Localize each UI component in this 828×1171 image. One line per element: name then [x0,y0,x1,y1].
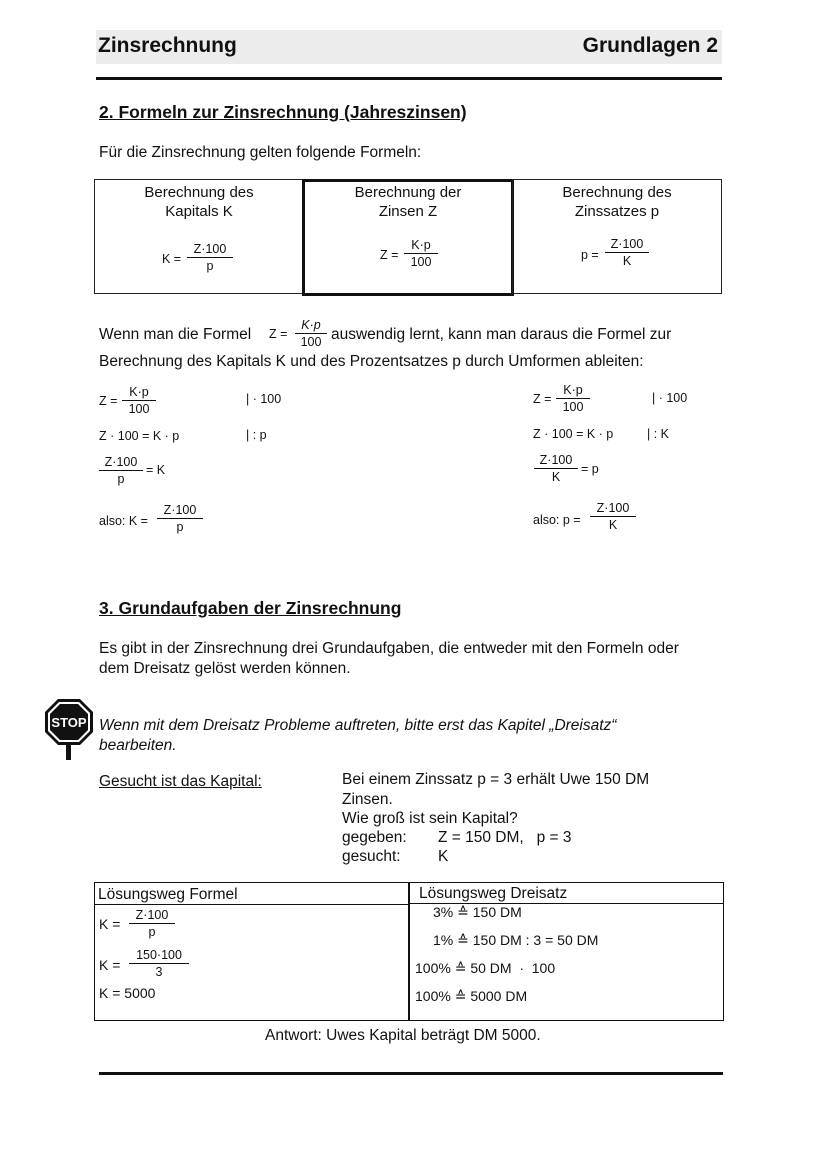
left-step1-lhs: Z = [99,394,118,408]
right-row2: 1% ≙ 150 DM : 3 = 50 DM [433,932,599,948]
right-step1-op: | · 100 [652,391,688,405]
task-line2: Zinsen. [342,791,393,808]
left-row2-lhs: K = [99,957,121,973]
right-step3-rhs: = p [581,462,599,476]
answer: Antwort: Uwes Kapital beträgt DM 5000. [265,1027,541,1044]
section3-heading: 3. Grundaufgaben der Zinsrechnung [99,598,402,618]
right-row3: 100% ≙ 50 DM · 100 [415,960,556,976]
left-row1-denominator: p [148,925,156,939]
right-step3-fraction [534,453,578,484]
right-result-lhs: also: p = [533,513,581,527]
box1-numerator: Z·100 [187,242,233,258]
stop-sign-label: STOP [51,715,87,730]
box1-title-line1: Berechnung des [144,184,254,201]
left-result-denominator: p [176,520,184,534]
para-formula-numerator: K·p [295,318,327,334]
box3-denominator: K [622,254,632,268]
box2-formula-lhs: Z = [380,248,399,262]
left-row2-fraction [129,948,189,979]
box3-formula-fraction [605,237,649,268]
left-step1-fraction [122,385,156,416]
stop-note-line1: Wenn mit dem Dreisatz Probleme auftreten, bitte erst das Kapitel „Dreisatz“ [99,717,617,734]
right-step2-eq: Z · 100 = K · p [533,427,614,441]
box2-title-line2: Zinsen Z [378,203,438,220]
box1-formula-lhs: K = [162,252,182,266]
task-label: Gesucht ist das Kapital: [99,773,262,790]
section3-intro-line1: Es gibt in der Zinsrechnung drei Grundaufgaben, die entweder mit den Formeln oder [99,640,679,657]
footer-rule [99,1072,723,1075]
left-row1-numerator: Z·100 [129,908,175,924]
box2-denominator: 100 [410,255,432,269]
task-line1: Bei einem Zinssatz p = 3 erhält Uwe 150 DM [342,771,650,788]
box1-denominator: p [206,259,214,273]
box3-title-line2: Zinssatzes p [574,203,660,220]
para-part2: auswendig lernt, kann man daraus die Formel zur [331,326,672,343]
para-part1: Wenn man die Formel [99,326,252,343]
left-step1-op: | · 100 [246,392,282,406]
para-formula-fraction [295,318,327,349]
left-step3-numerator: Z·100 [99,455,143,471]
right-step1-numerator: K·p [556,383,590,399]
left-result-numerator: Z·100 [157,503,203,519]
box2-formula-fraction [404,238,438,269]
left-step3-denominator: p [117,472,125,486]
box3-numerator: Z·100 [605,237,649,253]
left-step1-denominator: 100 [128,402,150,416]
right-step2-op: | : K [647,427,670,441]
left-step2-eq: Z · 100 = K · p [99,429,180,443]
box3-title-line1: Berechnung des [562,184,672,201]
stop-sign-icon [44,698,94,760]
table-left-header: Lösungsweg Formel [98,886,238,903]
sought-label: gesucht: [342,848,401,865]
left-step2-op: | : p [246,428,267,442]
left-result-fraction [157,503,203,534]
section3-intro-line2: dem Dreisatz gelöst werden können. [99,660,351,677]
box1-formula-fraction [187,242,233,273]
stop-note-line2: bearbeiten. [99,737,177,754]
box2-title-line1: Berechnung der [354,184,462,201]
left-row3: K = 5000 [99,985,156,1001]
left-step3-fraction [99,455,143,486]
box3-formula-lhs: p = [581,248,599,262]
right-result-denominator: K [608,518,618,532]
right-row4: 100% ≙ 5000 DM [415,988,528,1004]
para-line2: Berechnung des Kapitals K und des Prozentsatzes p durch Umformen ableiten: [99,353,644,370]
right-step1-lhs: Z = [533,392,552,406]
para-formula-lhs: Z = [269,327,288,341]
section2-intro: Für die Zinsrechnung gelten folgende Formeln: [99,144,422,161]
box3-title [514,183,720,221]
box2-title [305,183,511,221]
para-formula-denominator: 100 [300,335,322,349]
left-result-lhs: also: K = [99,514,148,528]
right-step1-denominator: 100 [562,400,584,414]
right-row1: 3% ≙ 150 DM [433,904,522,920]
right-result-numerator: Z·100 [590,501,636,517]
left-row1-fraction [129,908,175,939]
header-title-right: Grundlagen 2 [582,34,718,57]
right-step1-fraction [556,383,590,414]
box2-numerator: K·p [404,238,438,254]
section2-heading: 2. Formeln zur Zinsrechnung (Jahreszinsen) [99,102,467,122]
box1-title-line2: Kapitals K [165,203,233,220]
box1-title [96,183,302,221]
header-rule [96,77,722,80]
task-line3: Wie groß ist sein Kapital? [342,810,518,827]
header-title-left: Zinsrechnung [98,34,237,57]
left-step3-rhs: = K [146,463,166,477]
given-value: Z = 150 DM, p = 3 [438,829,572,846]
right-result-fraction [590,501,636,532]
right-step3-denominator: K [551,470,561,484]
left-row2-numerator: 150·100 [129,948,189,964]
left-row1-lhs: K = [99,916,121,932]
sought-value: K [438,848,449,865]
left-step1-numerator: K·p [122,385,156,401]
left-row2-denominator: 3 [155,965,163,979]
right-step3-numerator: Z·100 [534,453,578,469]
given-label: gegeben: [342,829,407,846]
table-right-header: Lösungsweg Dreisatz [419,885,568,902]
